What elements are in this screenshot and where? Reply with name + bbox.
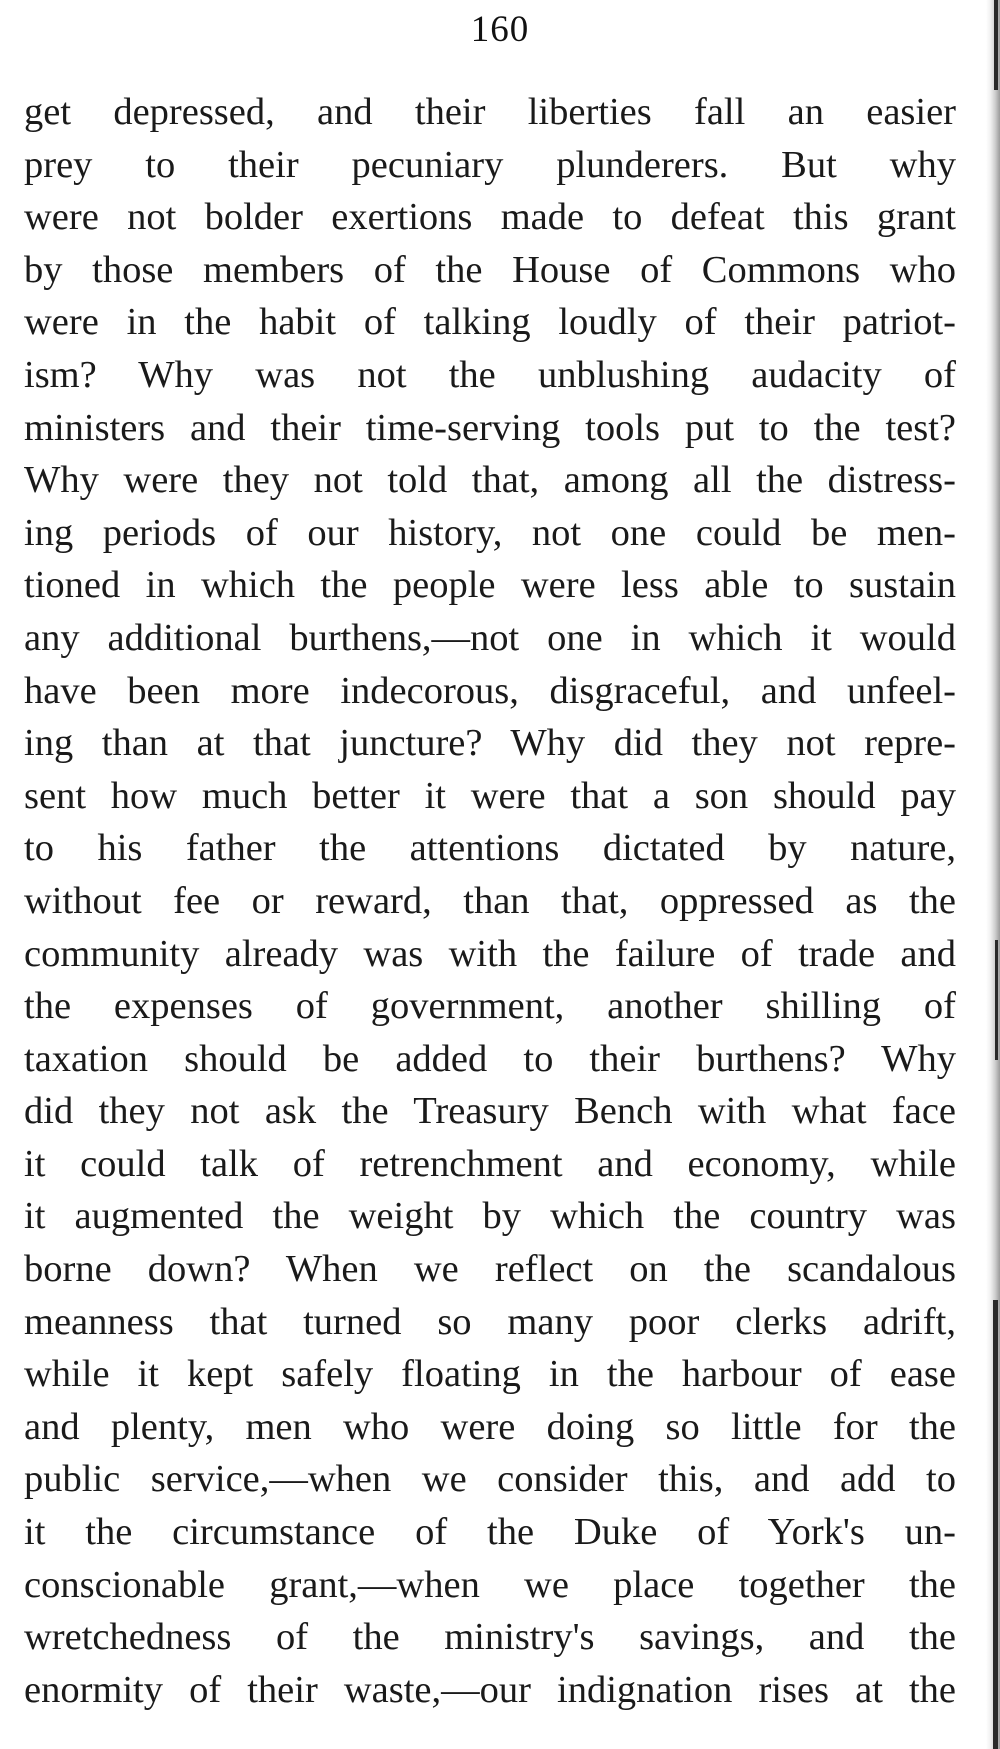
page-edge-mark [995,940,998,1060]
text-line: sent how much better it were that a son should pay [24,774,956,817]
body-text [24,86,956,1716]
text-line: it the circumstance of the Duke of York's un- [24,1511,956,1554]
text-line: ing periods of our history, not one could be men- [24,511,956,554]
text-line: ministers and their time-serving tools put to the test? [24,406,956,449]
text-line: get depressed, and their liberties fall an easier [24,91,956,133]
text-line: did they not ask the Treasury Bench with what face [24,1090,956,1133]
text-line: wretchedness of the ministry's savings, and the [24,1616,956,1659]
page-edge-mark [994,0,998,90]
text-line: were in the habit of talking loudly of their patriot- [24,301,956,344]
text-line: Why were they not told that, among all the distress- [24,459,956,502]
page-edge-mark [993,1300,998,1749]
text-line: and plenty, men who were doing so little for the [24,1405,956,1448]
text-line: by those members of the House of Commons who [24,248,956,291]
text-line: while it kept safely floating in the harbour of ease [24,1353,956,1396]
text-line: meanness that turned so many poor clerks adrift, [24,1300,956,1343]
text-line: public service,—when we consider this, and add to [24,1458,956,1501]
text-line: any additional burthens,—not one in which it would [24,616,956,659]
text-line: ing than at that juncture? Why did they not repre- [24,722,956,765]
text-line: were not bolder exertions made to defeat this grant [24,196,956,239]
text-line: without fee or reward, than that, oppressed as the [24,879,956,922]
text-line: to his father the attentions dictated by nature, [24,827,956,870]
text-line: borne down? When we reflect on the scandalous [24,1248,956,1291]
page-number: 160 [470,9,530,50]
text-line: conscionable grant,—when we place together the [24,1563,956,1606]
text-line: have been more indecorous, disgraceful, and unfeel- [24,669,956,712]
text-line: tioned in which the people were less able to sustain [24,564,956,607]
text-line: community already was with the failure of trade and [24,932,956,975]
text-line: the expenses of government, another shilling of [24,985,956,1028]
text-line: it augmented the weight by which the country was [24,1195,956,1238]
text-line: enormity of their waste,—our indignation rises at the [24,1668,956,1711]
text-line: prey to their pecuniary plunderers. But why [24,143,956,186]
text-line: it could talk of retrenchment and economy, while [24,1142,956,1185]
text-line: taxation should be added to their burthens? Why [24,1037,956,1080]
text-line: ism? Why was not the unblushing audacity of [24,353,956,396]
